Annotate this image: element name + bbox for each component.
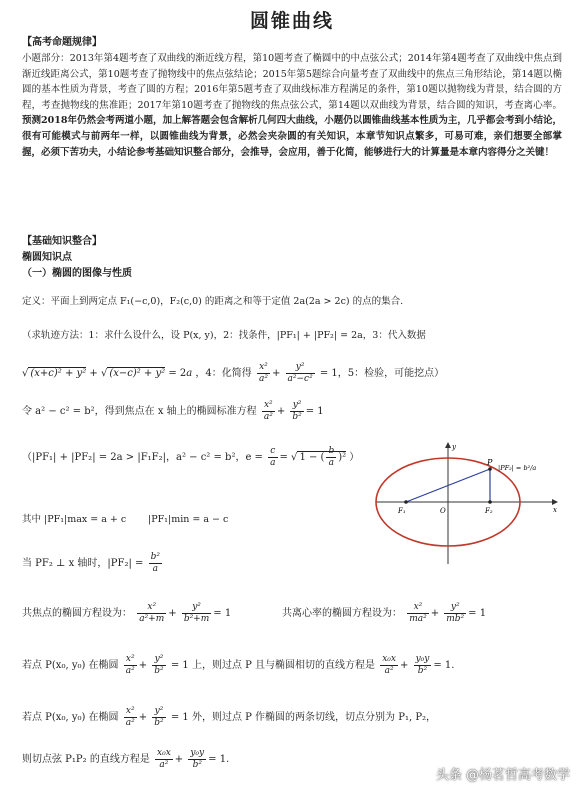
section-heading-basics: 【基础知识整合】 <box>22 236 102 247</box>
frac-y2-b2m: $\frac{\text{y²}}{\text{b²+m}}$ <box>183 602 210 624</box>
frac-tan-x: $\frac{\text{x²}}{\text{a²}}$ <box>125 654 135 676</box>
frac-c-a: $\frac{c}{a}$ <box>270 446 276 468</box>
label-x: x <box>553 506 557 514</box>
let-text: 令 a² − c² = b²，得到焦点在 x 轴上的椭圆标准方程 <box>22 406 257 417</box>
cond-text: （|PF₁| + |PF₂| = 2a > |F₁F₂|，a² − c² = b²，e = <box>22 452 263 463</box>
same-ecc-text: 共离心率的椭圆方程设为： <box>282 608 402 619</box>
exam-paragraph <box>22 51 562 160</box>
step4-formula: √ (x+c)² + y² + √ (x−c)² + y² = 2a ，4：化简得 $\frac{\text{x²}}{\text{a²}}$ + $\frac{\text{y²}}{\text{a²−c²}}$ = 1，5：检验，可能挖点） <box>22 362 445 384</box>
perp-line <box>22 552 164 575</box>
same-focus-text: 共焦点的椭圆方程设为： <box>22 608 132 619</box>
frac-tan-y: $\frac{\text{y²}}{\text{b²}}$ <box>154 654 164 676</box>
step4-text: ，4：化简得 <box>195 368 252 379</box>
min-line: |PF₁|min = a − c <box>148 514 229 525</box>
definition-line: 定义：平面上到两定点 F₁(−c,0)，F₂(c,0) 的距离之和等于定值 2a(2a > 2c) 的点的集合. <box>22 296 404 307</box>
frac-y2-a2-c2: $\frac{\text{y²}}{\text{a²−c²}}$ <box>287 362 313 384</box>
label-f2: F₂ <box>485 507 493 515</box>
tangent-text-b: = 1 上，则过点 P 且与椭圆相切的直线方程是 <box>170 660 376 671</box>
focus-f1-point <box>404 500 408 504</box>
point-p <box>488 467 492 471</box>
standard-equation-line: 令 a² − c² = b²，得到焦点在 x 轴上的椭圆标准方程 $\frac{\text{x²}}{\text{a²}}$ + $\frac{\text{y²}}{\text{b²}}$ = 1 <box>22 400 324 422</box>
frac-x2-a2m: $\frac{\text{x²}}{\text{a²+m}}$ <box>139 602 165 624</box>
same-ecc-line: 共离心率的椭圆方程设为： $\frac{\text{x²}}{\text{ma²}}$ + $\frac{\text{y²}}{\text{mb²}}$ = 1 <box>282 602 487 624</box>
outside-text-b: = 1 外，则过点 P 作椭圆的两条切线，切点分别为 P₁, P₂， <box>170 712 437 723</box>
frac-out-x: $\frac{\text{x²}}{\text{a²}}$ <box>125 706 135 728</box>
tangent-text-a: 若点 P(x₀, y₀) 在椭圆 <box>22 660 119 671</box>
label-o: O <box>440 507 446 515</box>
chord-text: 则切点弦 P₁P₂ 的直线方程是 <box>22 754 150 765</box>
watermark: 头条 @杨茗哲高考数学 <box>435 768 570 783</box>
frac-x2-a2: $\frac{\text{x²}}{\text{a²}}$ <box>258 362 268 384</box>
frac-chord-y0y: $\frac{\text{y₀y}}{\text{b²}}$ <box>190 748 205 770</box>
frac-y2-b2-std: $\frac{\text{y²}}{\text{b²}}$ <box>292 400 302 422</box>
condition-line: （|PF₁| + |PF₂| = 2a > |F₁F₂|，a² − c² = b²，e = $\frac{c}{a}$ = √ 1 − ( $\frac{b}{a}$ )² ） <box>22 446 360 468</box>
trajectory-line: （求轨迹方法：1：求什么设什么，设 P(x, y)，2：找条件，|PF₁| + |PF₂| = 2a，3：代入数据 <box>22 330 426 341</box>
y-axis-arrow <box>445 442 451 448</box>
sqrt-expression: √ (x+c)² + y² + √ (x−c)² + y² = 2a <box>22 368 193 379</box>
frac-x2-ma2: $\frac{\text{x²}}{\text{ma²}}$ <box>409 602 427 624</box>
exam-paragraph-bold: 预测2018年仍然会考两道小题，加上解答题会包含解析几何四大曲线，小题仍以圆锥曲线基本性质为主，几乎都会考到小结论，很有可能模式与前两年一样，以圆锥曲线为背景，必然会夹杂圆的有关知识，本章节知识点繁多，可易可难，亲们想要全部掌握，必须下苦功夫，小结论参考基础知识整合部分，会推导，会应用，善于化简，能够进行大的计算量是本章内容得分之关键！ <box>22 115 562 158</box>
page-title: 圆锥曲线 <box>249 10 334 32</box>
tangent-line: 若点 P(x₀, y₀) 在椭圆 $\frac{\text{x²}}{\text{a²}}$ + $\frac{\text{y²}}{\text{b²}}$ = 1 上，则过点 P 且与椭圆相切的直线方程是 $\frac{\text{x₀x}}{\text{a²}}$ + $\frac{\text{y₀y}}{\text{b²}}$ = 1. <box>22 654 455 676</box>
outside-line: 若点 P(x₀, y₀) 在椭圆 $\frac{\text{x²}}{\text{a²}}$ + $\frac{\text{y²}}{\text{b²}}$ = 1 外，则过点 P 作椭圆的两条切线，切点分别为 P₁, P₂， <box>22 706 437 728</box>
frac-chord-x0x: $\frac{\text{x₀x}}{\text{a²}}$ <box>157 748 171 770</box>
exam-paragraph-plain: 小题部分：2013年第4题考查了双曲线的渐近线方程，第10题考查了椭圆中的中点弦公式；2014年第4题考查了双曲线中焦点到渐近线距离公式，第10题考查了抛物线中的焦点弦结论；2015年第5题综合向量考查了双曲线中的焦点三角形结论，第14题以椭圆的基本性质为背景，考查了圆的方程；2016年第5题考查了双曲线标准方程满足的条件，第10题以抛物线为背景，结合圆的方程，考查抛物线的焦准距；2017年第10题考查了抛物线的焦点弦公式，第14题以双曲线为背景，结合圆的知识，考查离心率。 <box>22 53 562 111</box>
label-f1: F₁ <box>398 507 406 515</box>
frac-x2-a2-std: $\frac{\text{x²}}{\text{a²}}$ <box>263 400 273 422</box>
frac-out-y: $\frac{\text{y²}}{\text{b²}}$ <box>154 706 164 728</box>
ecc-sqrt: 1 − ( $\frac{b}{a}$ )² <box>299 446 347 468</box>
subsection-heading: （一）椭圆的图像与性质 <box>22 268 132 279</box>
focus-f2-point <box>488 500 492 504</box>
section-heading-exam: 【高考命题规律】 <box>22 37 102 48</box>
step5-text: = 1，5：检验，可能挖点） <box>319 368 445 379</box>
x-axis-arrow <box>552 499 558 505</box>
max-line: 其中 |PF₁|max = a + c <box>22 514 127 525</box>
sub-label: 椭圆知识点 <box>22 252 72 263</box>
same-focus-line: 共焦点的椭圆方程设为： $\frac{\text{x²}}{\text{a²+m}}$ + $\frac{\text{y²}}{\text{b²+m}}$ = 1 <box>22 602 232 624</box>
chord-line: 则切点弦 P₁P₂ 的直线方程是 $\frac{\text{x₀x}}{\text{a²}}$ + $\frac{\text{y₀y}}{\text{b²}}$ = 1. <box>22 748 230 770</box>
frac-tan-y0y: $\frac{\text{y₀y}}{\text{b²}}$ <box>415 654 430 676</box>
frac-y2-mb2: $\frac{\text{y²}}{\text{mb²}}$ <box>446 602 465 624</box>
label-p: P <box>487 458 493 467</box>
label-y: y <box>452 443 456 451</box>
perp-text: 当 PF₂ ⊥ x 轴时，|PF₂| = <box>22 558 144 569</box>
ellipse-figure <box>368 440 564 566</box>
outside-text-a: 若点 P(x₀, y₀) 在椭圆 <box>22 712 119 723</box>
frac-b2-a: $\frac{\text{b²}}{a}$ <box>150 552 160 574</box>
label-pf2-value: |PF₂| = b²/a <box>498 464 537 472</box>
frac-tan-x0x: $\frac{\text{x₀x}}{\text{a²}}$ <box>382 654 396 676</box>
